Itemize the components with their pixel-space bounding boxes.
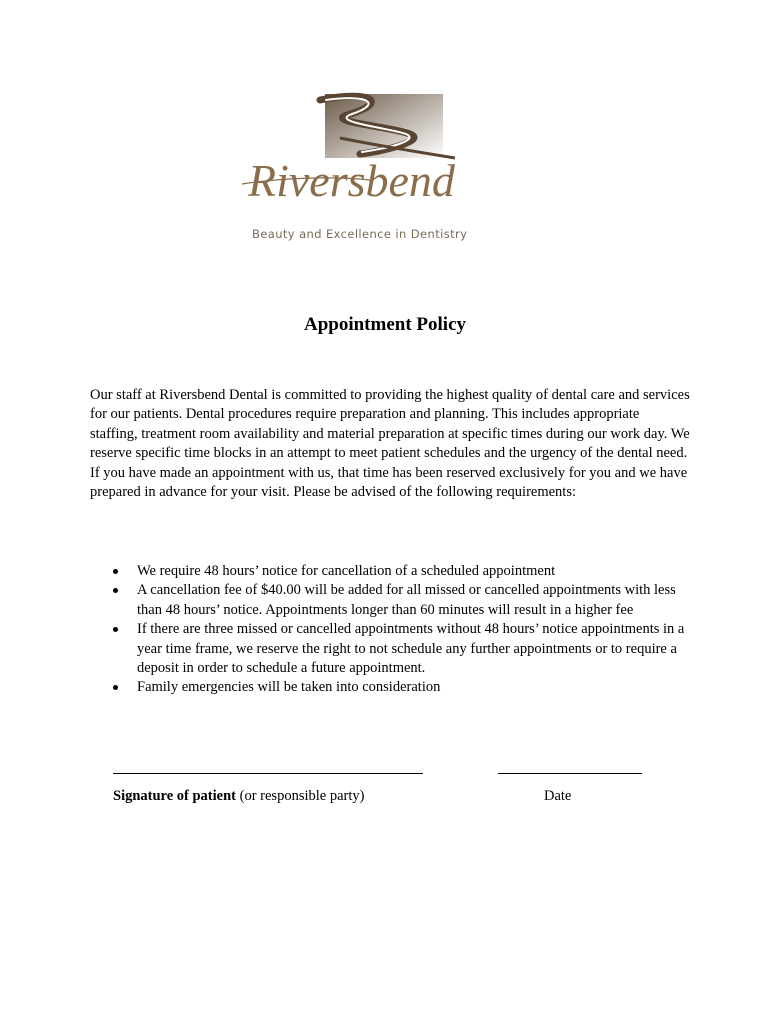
riversbend-logo — [240, 88, 540, 248]
signature-label — [113, 788, 364, 805]
list-item-text: Family emergencies will be taken into consideration — [137, 679, 441, 696]
list-item — [113, 562, 693, 581]
logo-tagline: Beauty and Excellence in Dentistry — [252, 227, 468, 241]
bullet-icon — [113, 685, 118, 690]
list-item-text: If there are three missed or cancelled appointments without 48 hours’ notice appointments in a year time frame, we reserve the right to not schedule any further appointments or to require a deposit in order to schedule a future appointment. — [137, 621, 685, 677]
intro-paragraph: Our staff at Riversbend Dental is committed to providing the highest quality of dental care and services for our patients. Dental procedures require preparation and planning. This includes appropriate staffing, treatment room availability and material preparation at specific times during our work day. We reserve specific time blocks in an attempt to meet patient schedules and the urgency of the dental need. If you have made an appointment with us, that time has been reserved exclusively for you and we have prepared in advance for your visit. Please be advised of the following requirements: — [90, 387, 690, 501]
date-label: Date — [544, 788, 572, 804]
date-line — [498, 773, 642, 774]
bullet-icon — [113, 569, 118, 574]
list-item — [113, 678, 693, 697]
list-item-text: We require 48 hours’ notice for cancellation of a scheduled appointment — [137, 563, 556, 579]
page-title: Appointment Policy — [303, 314, 467, 335]
list-item-text: A cancellation fee of $40.00 will be added for all missed or cancelled appointments with less than 48 hours’ notice. Appointments longer than 60 minutes will result in a higher fee — [137, 582, 676, 618]
signature-label-bold: Signature of patient — [113, 788, 236, 804]
signature-label-rest: (or responsible party) — [236, 788, 365, 804]
list-item — [113, 620, 693, 678]
logo-wordmark: Riversbend — [248, 155, 455, 206]
bullet-icon — [113, 588, 118, 593]
requirements-list — [113, 562, 693, 698]
signature-line — [113, 773, 423, 774]
bullet-icon — [113, 627, 118, 632]
list-item — [113, 581, 693, 620]
